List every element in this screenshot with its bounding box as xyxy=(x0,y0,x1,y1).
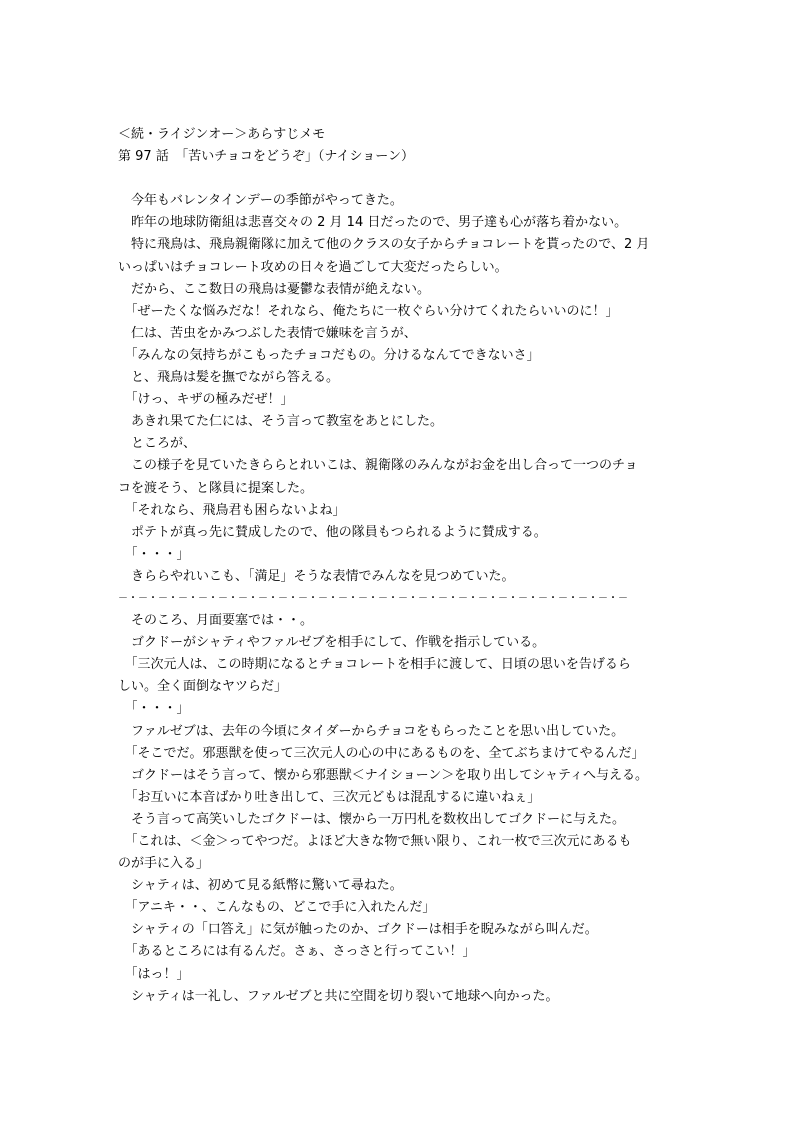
text-line: この様子を見ていたきららとれいこは、親衛隊のみんながお金を出し合って一つのチョ xyxy=(118,458,638,474)
text-line: 「・・・」 xyxy=(118,701,190,717)
text-line: ところが、 xyxy=(118,436,197,452)
text-line: あきれ果てた仁には、そう言って教室をあとにした。 xyxy=(118,414,444,430)
text-line: のが手に入る」 xyxy=(118,856,210,872)
text-line: 「お互いに本音ばかり吐き出して、三次元どもは混乱するに違いねぇ」 xyxy=(118,789,541,805)
text-line: いっぱいはチョコレート攻めの日々を過ごして大変だったらしい。 xyxy=(118,259,508,275)
text-line: シャティは、初めて見る紙幣に驚いて尋ねた。 xyxy=(118,878,403,894)
text-line: 昨年の地球防衛組は悲喜交々の 2 月 14 日だったので、男子達も心が落ち着かない。 xyxy=(118,215,628,231)
text-line: 「そこでだ。邪悪獣を使って三次元人の心の中にあるものを、全てぶちまけてやるんだ」 xyxy=(118,745,645,761)
section-divider: －・－・－・－・－・－・－・－・－・－・－・－・－・－・－・－・－・－・－・－・－・－・－・－・－・－ xyxy=(118,592,628,604)
document-title: ＜続・ライジンオー＞あらすじメモ xyxy=(118,127,326,142)
episode-heading: 第 97 話 「苦いチョコをどうぞ」（ナイショーン） xyxy=(118,149,414,165)
text-line: ゴクドーはそう言って、懐から邪悪獣＜ナイショーン＞を取り出してシャティへ与える。 xyxy=(118,767,649,783)
text-line: そう言って高笑いしたゴクドーは、懐から一万円札を数枚出してゴクドーに与えた。 xyxy=(118,811,626,827)
text-line: しい。全く面倒なヤツらだ」 xyxy=(118,679,288,695)
text-line: 「それなら、飛鳥君も困らないよね」 xyxy=(118,502,346,518)
text-line: 「あるところには有るんだ。さぁ、さっさと行ってこい！」 xyxy=(118,944,476,960)
text-line: 「ぜーたくな悩みだな！それなら、俺たちに一枚ぐらい分けてくれたらいいのに！」 xyxy=(118,303,619,319)
text-line: きららやれいこも、「満足」そうな表情でみんなを見つめていた。 xyxy=(118,568,515,584)
text-line: だから、ここ数日の飛鳥は憂鬱な表情が絶えない。 xyxy=(118,281,431,297)
text-line: 特に飛鳥は、飛鳥親衛隊に加えて他のクラスの女子からチョコレートを貰ったので、2 月 xyxy=(118,237,650,253)
text-line: 「はっ！」 xyxy=(118,966,190,982)
text-line: 「けっ、キザの極みだぜ！」 xyxy=(118,392,294,408)
text-line: 「三次元人は、この時期になるとチョコレートを相手に渡して、日頃の思いを告げるら xyxy=(118,657,631,673)
text-line: と、飛鳥は髪を撫でながら答える。 xyxy=(118,370,340,386)
text-line: 仁は、苦虫をかみつぶした表情で嫌味を言うが、 xyxy=(118,325,417,341)
text-line: ファルゼブは、去年の今頃にタイダーからチョコをもらったことを思い出していた。 xyxy=(118,723,625,739)
text-line: シャティは一礼し、ファルゼブと共に空間を切り裂いて地球へ向かった。 xyxy=(118,988,559,1004)
text-line: そのころ、月面要塞では・・。 xyxy=(118,613,314,629)
section-classroom xyxy=(118,190,684,588)
text-line: ゴクドーがシャティやファルゼブを相手にして、作戦を指示している。 xyxy=(118,635,546,651)
text-line: 「これは、＜金＞ってやつだ。よほど大きな物で無い限り、これ一枚で三次元にあるも xyxy=(118,834,632,849)
section-moon-fortress xyxy=(118,610,684,1008)
text-line: シャティの「口答え」に気が触ったのか、ゴクドーは相手を睨みながら叫んだ。 xyxy=(118,922,598,938)
text-line: 「アニキ・・、こんなもの、どこで手に入れたんだ」 xyxy=(118,900,436,916)
text-line: コを渡そう、と隊員に提案した。 xyxy=(118,480,314,496)
document-page xyxy=(118,124,684,1008)
text-line: 「・・・」 xyxy=(118,546,190,562)
text-line: 「みんなの気持ちがこもったチョコだもの。分けるなんてできないさ」 xyxy=(118,347,540,363)
text-line: 今年もバレンタインデーの季節がやってきた。 xyxy=(118,193,403,209)
blank-line xyxy=(118,168,684,190)
text-line: ポテトが真っ先に賛成したので、他の隊員もつられるように賛成する。 xyxy=(118,524,547,540)
